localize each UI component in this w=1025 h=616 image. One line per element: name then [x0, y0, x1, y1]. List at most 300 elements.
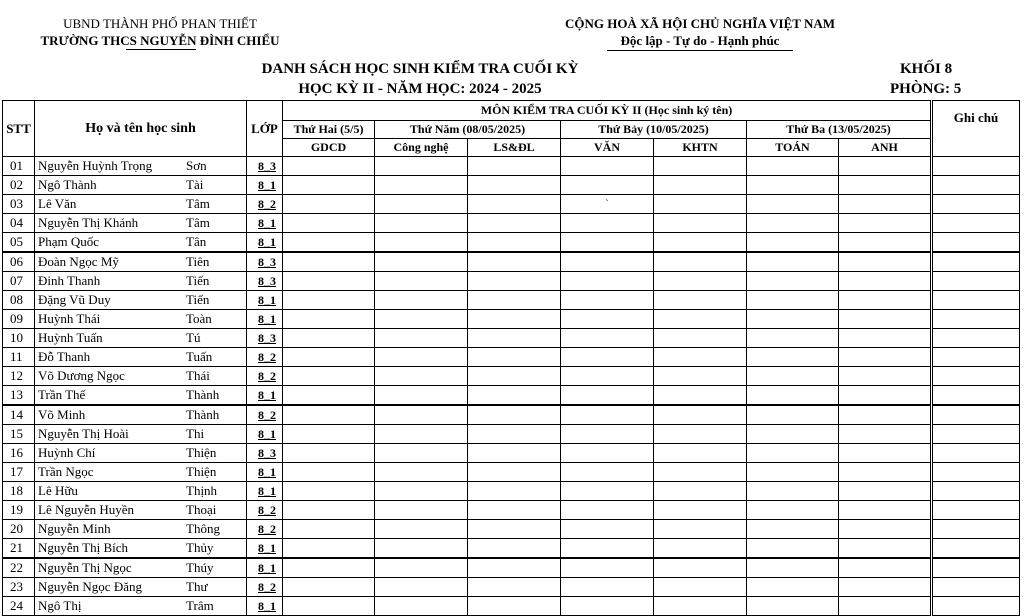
student-family-name: Lê Hữu	[38, 483, 78, 498]
student-class: 8_2	[247, 520, 283, 539]
row-number: 24	[3, 597, 35, 616]
student-name-cell	[35, 425, 247, 444]
table-row	[3, 482, 1020, 501]
table-row	[3, 329, 1020, 348]
signature-cell[interactable]	[839, 291, 932, 310]
signature-cell[interactable]	[375, 482, 468, 501]
notes-cell[interactable]	[932, 520, 1020, 539]
row-number: 12	[3, 367, 35, 386]
signature-cell[interactable]	[375, 367, 468, 386]
student-given-name: Thiện	[186, 445, 217, 460]
signature-cell[interactable]	[375, 520, 468, 539]
day-header-monday: Thứ Hai (5/5)	[283, 121, 375, 139]
notes-cell[interactable]	[932, 405, 1020, 425]
signature-cell[interactable]	[468, 482, 561, 501]
notes-cell[interactable]	[932, 157, 1020, 176]
notes-cell[interactable]	[932, 578, 1020, 597]
day-header-thursday: Thứ Năm (08/05/2025)	[375, 121, 561, 139]
notes-cell[interactable]	[932, 176, 1020, 195]
student-name-cell	[35, 214, 247, 233]
signature-cell[interactable]	[375, 310, 468, 329]
student-given-name: Sơn	[186, 158, 207, 173]
student-name-cell	[35, 157, 247, 176]
signature-cell[interactable]	[283, 157, 375, 176]
signature-cell[interactable]	[747, 463, 839, 482]
signature-cell[interactable]	[375, 386, 468, 406]
signature-cell[interactable]	[375, 252, 468, 272]
signature-cell[interactable]	[283, 291, 375, 310]
student-name-cell	[35, 367, 247, 386]
signature-cell[interactable]	[283, 367, 375, 386]
signature-cell[interactable]	[283, 425, 375, 444]
signature-cell[interactable]	[839, 539, 932, 559]
signature-cell[interactable]	[375, 176, 468, 195]
signature-cell[interactable]	[654, 386, 747, 406]
signature-cell[interactable]	[654, 233, 747, 253]
signature-cell[interactable]	[747, 444, 839, 463]
student-given-name: Tiến	[186, 292, 210, 307]
signature-cell[interactable]	[561, 463, 654, 482]
signature-cell[interactable]	[654, 176, 747, 195]
signature-cell[interactable]	[375, 578, 468, 597]
student-name-cell	[35, 558, 247, 578]
signature-cell[interactable]	[561, 233, 654, 253]
signature-cell[interactable]	[468, 310, 561, 329]
signature-cell[interactable]	[283, 329, 375, 348]
signature-cell[interactable]	[468, 520, 561, 539]
row-number: 06	[3, 252, 35, 272]
student-class: 8_3	[247, 272, 283, 291]
student-family-name: Ngô Thành	[38, 177, 97, 192]
signature-cell[interactable]	[654, 520, 747, 539]
student-family-name: Võ Minh	[38, 407, 86, 422]
table-row	[3, 310, 1020, 329]
signature-cell[interactable]	[375, 157, 468, 176]
student-family-name: Nguyễn Thị Bích	[38, 540, 129, 555]
signature-cell[interactable]	[561, 272, 654, 291]
signature-cell[interactable]	[283, 272, 375, 291]
signature-cell[interactable]	[283, 444, 375, 463]
row-number: 13	[3, 386, 35, 406]
table-row	[3, 252, 1020, 272]
signature-cell[interactable]	[747, 252, 839, 272]
table-row	[3, 558, 1020, 578]
signature-cell[interactable]	[561, 176, 654, 195]
table-row	[3, 348, 1020, 367]
signature-cell[interactable]	[468, 272, 561, 291]
signature-cell[interactable]	[468, 444, 561, 463]
signature-cell[interactable]	[375, 405, 468, 425]
signature-cell[interactable]	[561, 348, 654, 367]
signature-cell[interactable]	[375, 558, 468, 578]
motto-underline	[607, 50, 793, 51]
subject-header-khtn: KHTN	[654, 139, 747, 157]
student-family-name: Lê Nguyễn Huyền	[38, 502, 135, 517]
signature-cell[interactable]	[561, 252, 654, 272]
student-name-cell	[35, 463, 247, 482]
country-name: CỘNG HOÀ XÃ HỘI CHỦ NGHĨA VIỆT NAM	[564, 16, 836, 31]
student-name-cell	[35, 539, 247, 559]
student-given-name: Tài	[186, 177, 204, 192]
signature-cell[interactable]	[839, 214, 932, 233]
signature-cell[interactable]	[283, 463, 375, 482]
student-given-name: Thúy	[186, 560, 214, 575]
signature-cell[interactable]	[561, 214, 654, 233]
row-number: 22	[3, 558, 35, 578]
student-class: 8_2	[247, 195, 283, 214]
student-given-name: Thiện	[186, 464, 217, 479]
row-number: 08	[3, 291, 35, 310]
student-family-name: Phạm Quốc	[38, 234, 100, 249]
signature-cell[interactable]	[654, 252, 747, 272]
student-name-cell	[35, 291, 247, 310]
student-given-name: Tâm	[186, 196, 210, 211]
student-family-name: Nguyễn Huỳnh Trọng	[38, 158, 153, 173]
student-name-cell	[35, 444, 247, 463]
grade-label: KHỐI 8	[900, 61, 953, 77]
signature-cell[interactable]	[839, 558, 932, 578]
signature-cell[interactable]	[561, 291, 654, 310]
signature-cell[interactable]	[561, 578, 654, 597]
student-class: 8_1	[247, 539, 283, 559]
signature-cell[interactable]	[561, 329, 654, 348]
row-number: 11	[3, 348, 35, 367]
notes-cell[interactable]	[932, 444, 1020, 463]
notes-cell[interactable]	[932, 501, 1020, 520]
signature-cell[interactable]	[654, 444, 747, 463]
signature-cell[interactable]	[283, 578, 375, 597]
student-name-cell	[35, 520, 247, 539]
signature-cell[interactable]	[839, 329, 932, 348]
signature-cell[interactable]	[839, 367, 932, 386]
notes-cell[interactable]	[932, 539, 1020, 559]
signature-cell[interactable]	[561, 310, 654, 329]
signature-cell[interactable]	[839, 233, 932, 253]
signature-cell[interactable]	[839, 482, 932, 501]
row-number: 18	[3, 482, 35, 501]
signature-cell[interactable]	[747, 291, 839, 310]
signature-cell[interactable]	[283, 348, 375, 367]
student-family-name: Đặng Vũ Duy	[38, 292, 111, 307]
subject-header-van: VĂN	[561, 139, 654, 157]
student-name-cell	[35, 233, 247, 253]
signature-cell[interactable]	[561, 520, 654, 539]
student-name-cell	[35, 176, 247, 195]
signature-cell[interactable]	[654, 463, 747, 482]
signature-cell[interactable]	[468, 578, 561, 597]
student-given-name: Toàn	[186, 311, 212, 326]
signature-cell[interactable]	[468, 176, 561, 195]
signature-cell[interactable]	[375, 329, 468, 348]
notes-cell[interactable]	[932, 367, 1020, 386]
student-name-cell	[35, 310, 247, 329]
table-row	[3, 425, 1020, 444]
class-header: LỚP	[247, 101, 283, 157]
student-class: 8_1	[247, 482, 283, 501]
signature-cell[interactable]	[561, 386, 654, 406]
signature-cell[interactable]	[747, 520, 839, 539]
student-given-name: Tú	[186, 330, 201, 345]
row-number: 19	[3, 501, 35, 520]
signature-cell[interactable]	[375, 539, 468, 559]
table-row	[3, 214, 1020, 233]
signature-cell[interactable]	[747, 578, 839, 597]
notes-cell[interactable]	[932, 348, 1020, 367]
student-class: 8_2	[247, 367, 283, 386]
notes-cell[interactable]	[932, 482, 1020, 501]
signature-cell[interactable]	[839, 501, 932, 520]
table-row	[3, 157, 1020, 176]
signature-cell[interactable]	[468, 329, 561, 348]
notes-cell[interactable]	[932, 310, 1020, 329]
signature-cell[interactable]	[375, 214, 468, 233]
signature-cell[interactable]	[375, 291, 468, 310]
student-class: 8_3	[247, 252, 283, 272]
student-name-cell	[35, 386, 247, 406]
table-row	[3, 367, 1020, 386]
student-family-name: Trần Ngọc	[38, 464, 94, 479]
signature-cell[interactable]	[747, 348, 839, 367]
signature-cell[interactable]	[561, 444, 654, 463]
student-given-name: Tân	[186, 234, 207, 249]
signature-cell[interactable]	[561, 405, 654, 425]
student-name-cell	[35, 348, 247, 367]
signature-cell[interactable]	[839, 425, 932, 444]
signature-cell[interactable]	[839, 463, 932, 482]
student-family-name: Huỳnh Chí	[38, 445, 96, 460]
notes-cell[interactable]	[932, 195, 1020, 214]
signature-cell[interactable]	[839, 252, 932, 272]
signature-cell[interactable]	[561, 157, 654, 176]
student-name-cell	[35, 482, 247, 501]
signature-cell[interactable]	[747, 157, 839, 176]
signature-cell[interactable]	[747, 386, 839, 406]
signature-cell[interactable]	[654, 578, 747, 597]
signature-cell[interactable]	[839, 157, 932, 176]
student-family-name: Huỳnh Tuấn	[38, 330, 103, 345]
signature-cell[interactable]	[283, 195, 375, 214]
signature-cell[interactable]	[283, 214, 375, 233]
country-motto: Độc lập - Tự do - Hạnh phúc	[620, 33, 780, 48]
student-given-name: Thái	[186, 368, 210, 383]
signature-cell[interactable]	[654, 367, 747, 386]
signature-cell[interactable]	[747, 405, 839, 425]
signature-cell[interactable]	[654, 291, 747, 310]
signature-cell[interactable]	[747, 272, 839, 291]
signature-cell[interactable]	[747, 425, 839, 444]
signature-cell[interactable]	[654, 329, 747, 348]
signature-cell[interactable]	[747, 176, 839, 195]
signature-cell[interactable]	[654, 558, 747, 578]
student-name-cell	[35, 252, 247, 272]
signature-cell[interactable]	[468, 405, 561, 425]
signature-cell[interactable]	[747, 214, 839, 233]
notes-cell[interactable]	[932, 291, 1020, 310]
signature-cell[interactable]	[561, 558, 654, 578]
signature-cell[interactable]	[561, 501, 654, 520]
row-number: 03	[3, 195, 35, 214]
signature-cell[interactable]	[283, 482, 375, 501]
signature-cell[interactable]	[747, 482, 839, 501]
signature-cell[interactable]	[654, 157, 747, 176]
signature-cell[interactable]	[839, 578, 932, 597]
student-family-name: Nguyễn Ngọc Đăng	[38, 579, 142, 594]
student-exam-table	[2, 100, 1020, 616]
signature-cell[interactable]	[561, 425, 654, 444]
department-name: UBND THÀNH PHỐ PHAN THIẾT	[63, 16, 257, 31]
student-family-name: Huỳnh Thái	[38, 311, 101, 326]
signature-cell[interactable]	[654, 348, 747, 367]
student-class: 8_1	[247, 214, 283, 233]
student-given-name: Tiến	[186, 273, 210, 288]
signature-cell[interactable]	[283, 386, 375, 406]
subjects-header: MÔN KIỂM TRA CUỐI KỲ II (Học sinh ký tên)	[283, 101, 932, 121]
student-family-name: Nguyễn Thị Khánh	[38, 215, 139, 230]
notes-cell[interactable]	[932, 214, 1020, 233]
signature-cell[interactable]	[561, 539, 654, 559]
signature-cell[interactable]	[654, 310, 747, 329]
signature-cell[interactable]	[468, 386, 561, 406]
row-number: 23	[3, 578, 35, 597]
row-number: 20	[3, 520, 35, 539]
signature-cell[interactable]	[747, 501, 839, 520]
signature-cell[interactable]	[654, 425, 747, 444]
signature-cell[interactable]	[654, 214, 747, 233]
signature-cell[interactable]	[747, 367, 839, 386]
signature-cell[interactable]	[468, 501, 561, 520]
student-class: 8_1	[247, 233, 283, 253]
table-row	[3, 539, 1020, 559]
signature-cell[interactable]	[375, 348, 468, 367]
signature-cell[interactable]	[839, 520, 932, 539]
signature-cell[interactable]	[747, 329, 839, 348]
student-given-name: Thủy	[186, 540, 214, 555]
signature-cell[interactable]	[468, 214, 561, 233]
signature-cell[interactable]	[654, 405, 747, 425]
signature-cell[interactable]	[283, 233, 375, 253]
student-given-name: Thành	[186, 407, 220, 422]
signature-cell[interactable]	[375, 425, 468, 444]
signature-cell[interactable]	[561, 482, 654, 501]
notes-cell[interactable]	[932, 329, 1020, 348]
signature-cell[interactable]	[654, 195, 747, 214]
row-number: 07	[3, 272, 35, 291]
signature-cell[interactable]	[283, 539, 375, 559]
signature-cell[interactable]	[283, 520, 375, 539]
school-name: TRƯỜNG THCS NGUYỄN ĐÌNH CHIỂU	[40, 33, 280, 48]
student-name-cell	[35, 501, 247, 520]
signature-cell[interactable]	[747, 310, 839, 329]
document-title: DANH SÁCH HỌC SINH KIỂM TRA CUỐI KỲ	[261, 61, 579, 77]
subject-header-lsdl: LS&ĐL	[468, 139, 561, 157]
signature-cell[interactable]	[839, 176, 932, 195]
table-row	[3, 578, 1020, 597]
notes-cell[interactable]	[932, 252, 1020, 272]
signature-cell[interactable]	[283, 176, 375, 195]
signature-cell[interactable]	[375, 233, 468, 253]
student-given-name: Thông	[186, 521, 220, 536]
notes-cell[interactable]	[932, 558, 1020, 578]
signature-cell[interactable]	[283, 310, 375, 329]
student-family-name: Võ Dương Ngọc	[38, 368, 125, 383]
signature-cell[interactable]	[839, 348, 932, 367]
student-family-name: Trần Thế	[38, 387, 86, 402]
signature-cell[interactable]	[375, 463, 468, 482]
signature-cell[interactable]	[283, 501, 375, 520]
signature-cell[interactable]	[283, 252, 375, 272]
signature-cell[interactable]	[747, 558, 839, 578]
notes-cell[interactable]	[932, 233, 1020, 253]
table-row	[3, 501, 1020, 520]
signature-cell[interactable]	[468, 195, 561, 214]
signature-cell[interactable]	[839, 405, 932, 425]
signature-cell[interactable]	[654, 272, 747, 291]
student-given-name: Tiên	[186, 254, 210, 269]
signature-cell[interactable]	[468, 252, 561, 272]
day-header-tuesday: Thứ Ba (13/05/2025)	[747, 121, 932, 139]
signature-cell[interactable]	[468, 558, 561, 578]
signature-cell[interactable]	[654, 482, 747, 501]
student-family-name: Ngô Thị	[38, 598, 82, 613]
signature-cell[interactable]	[747, 195, 839, 214]
notes-cell[interactable]	[932, 386, 1020, 406]
student-class: 8_3	[247, 329, 283, 348]
signature-cell[interactable]	[654, 501, 747, 520]
signature-cell[interactable]	[283, 405, 375, 425]
student-given-name: Thịnh	[186, 483, 218, 498]
student-given-name: Thành	[186, 387, 220, 402]
signature-cell[interactable]	[468, 291, 561, 310]
signature-cell[interactable]	[468, 425, 561, 444]
signature-cell[interactable]	[468, 539, 561, 559]
signature-cell[interactable]	[375, 195, 468, 214]
signature-cell[interactable]	[468, 348, 561, 367]
notes-cell[interactable]	[932, 463, 1020, 482]
student-name-cell	[35, 405, 247, 425]
signature-cell[interactable]	[654, 539, 747, 559]
signature-cell[interactable]	[839, 195, 932, 214]
notes-cell[interactable]	[932, 425, 1020, 444]
signature-cell[interactable]	[468, 367, 561, 386]
signature-cell[interactable]	[283, 558, 375, 578]
signature-cell[interactable]	[747, 233, 839, 253]
student-class: 8_2	[247, 578, 283, 597]
notes-cell[interactable]	[932, 272, 1020, 291]
student-class: 8_3	[247, 444, 283, 463]
signature-cell[interactable]	[839, 272, 932, 291]
student-given-name: Trâm	[186, 598, 214, 613]
signature-cell[interactable]	[468, 233, 561, 253]
day-header-saturday: Thứ Bảy (10/05/2025)	[561, 121, 747, 139]
signature-cell[interactable]	[375, 501, 468, 520]
student-class: 8_1	[247, 386, 283, 406]
row-number: 14	[3, 405, 35, 425]
signature-cell[interactable]	[375, 272, 468, 291]
signature-cell[interactable]	[839, 444, 932, 463]
stt-header: STT	[3, 101, 35, 157]
signature-cell[interactable]	[468, 463, 561, 482]
student-class: 8_3	[247, 157, 283, 176]
signature-cell[interactable]	[839, 386, 932, 406]
room-label: PHÒNG: 5	[890, 81, 962, 97]
student-family-name: Nguyễn Thị Ngọc	[38, 560, 132, 575]
signature-cell[interactable]	[839, 310, 932, 329]
signature-cell[interactable]	[747, 539, 839, 559]
signature-cell[interactable]	[375, 444, 468, 463]
student-family-name: Nguyễn Minh	[38, 521, 111, 536]
signature-cell[interactable]	[468, 157, 561, 176]
signature-cell[interactable]	[561, 367, 654, 386]
